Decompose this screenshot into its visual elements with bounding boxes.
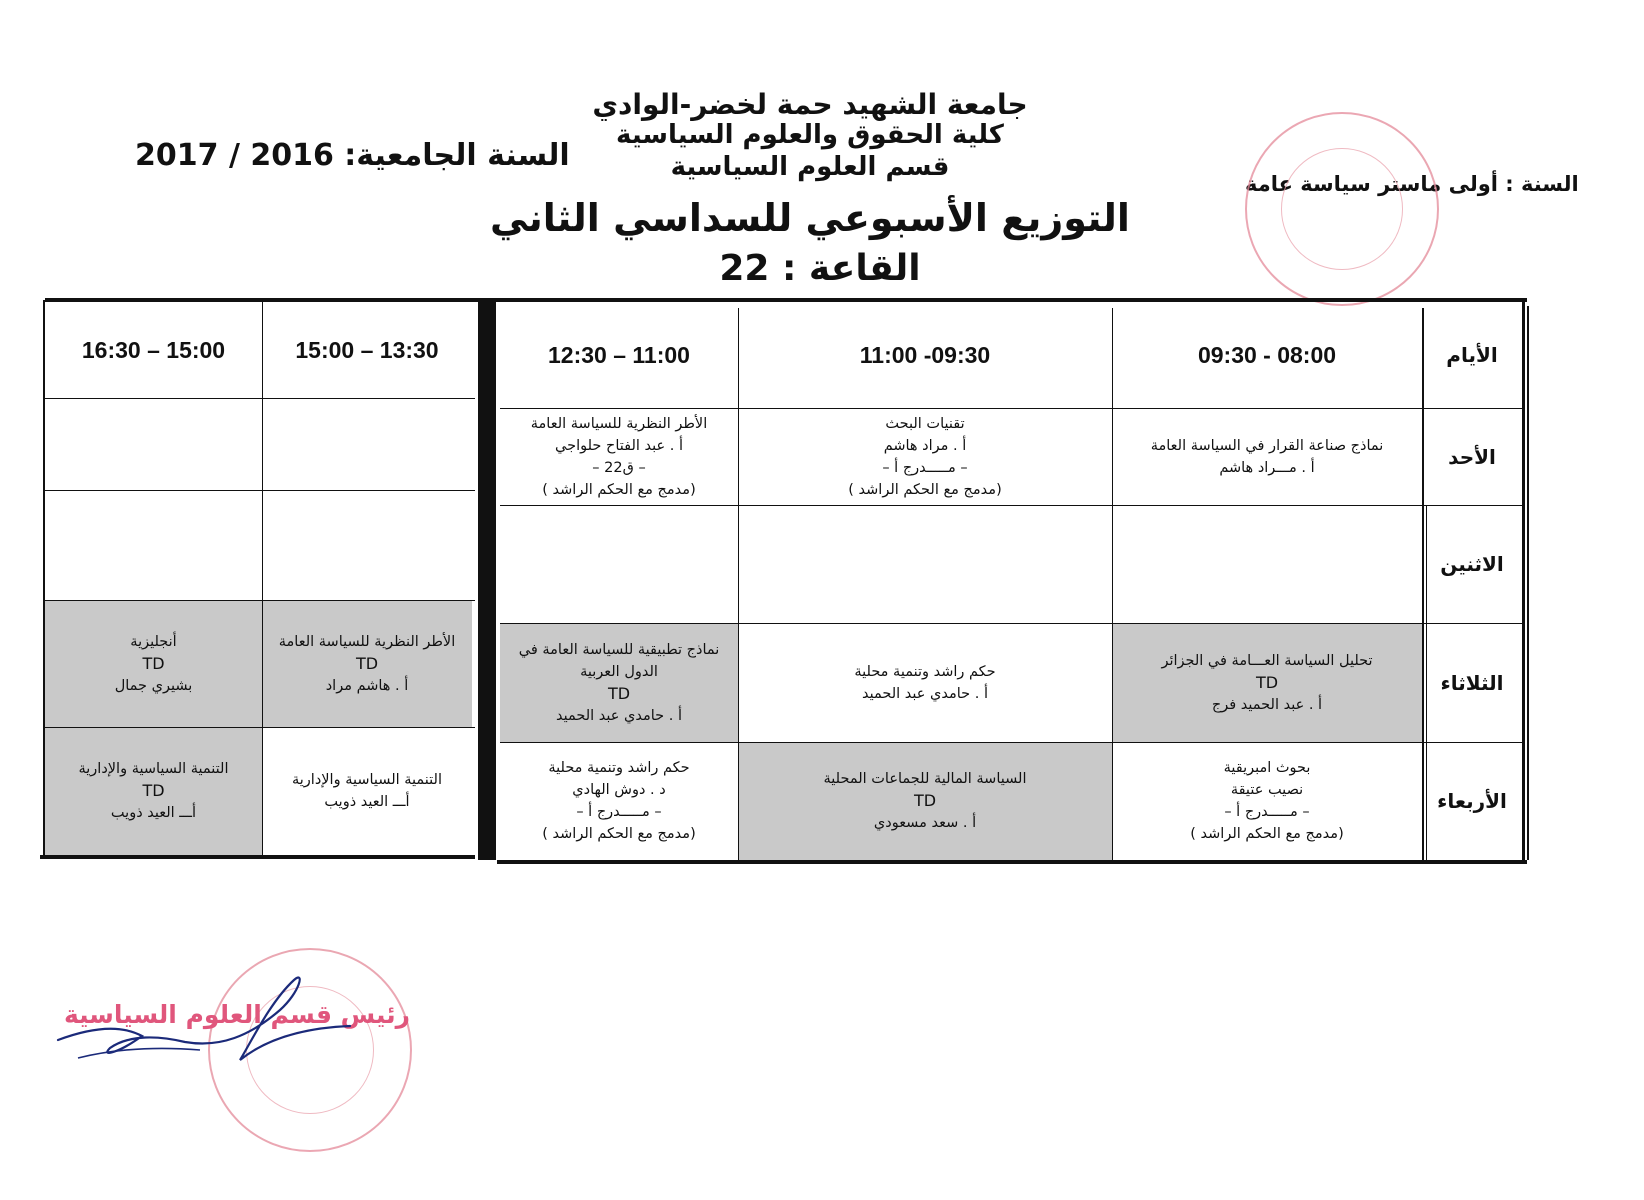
cell-line: أ . سعد مسعودي (873, 815, 977, 831)
day-label (1422, 505, 1522, 623)
cell-line: (مدمج مع الحكم الراشد ) (848, 481, 1002, 498)
cell-line: السياسة المالية للجماعات المحلية (823, 771, 1027, 787)
schedule-cell (500, 742, 738, 860)
grid-line (45, 490, 475, 491)
cell-line: نصيب عتيقة (1230, 782, 1304, 798)
schedule-cell (45, 398, 262, 490)
grid-line (262, 302, 263, 857)
cell-line: 09:30 - 08:00 (1197, 342, 1337, 368)
schedule-cell (738, 408, 1112, 505)
cell-line: بحوث امبريقية (1223, 760, 1311, 776)
handwritten-signature (50, 940, 380, 1080)
day-label (1422, 623, 1522, 742)
cell-line: د . دوش الهادي (572, 782, 666, 798)
cell-line: نماذج تطبيقية للسياسة العامة في (518, 641, 720, 658)
cell-line: أـــ العيد ذويب (110, 805, 197, 821)
schedule-cell (45, 727, 262, 855)
grid-line (500, 742, 1522, 743)
schedule-cell (262, 490, 472, 600)
grid-line (45, 855, 475, 856)
cell-line: أنجليزية (130, 633, 177, 650)
faculty-name: كلية الحقوق والعلوم السياسية (616, 120, 1004, 150)
cell-line: الأطر النظرية للسياسة العامة (530, 415, 708, 432)
days-header (1422, 302, 1522, 408)
cell-line: (مدمج مع الحكم الراشد ) (542, 481, 696, 498)
cell-line: TD (355, 653, 379, 673)
cell-line: أ . عبد الفتاح حلواجي (555, 437, 683, 454)
schedule-cell (262, 398, 472, 490)
cell-line: الأيام (1446, 343, 1498, 367)
schedule-cell (45, 490, 262, 600)
cell-line: الأحد (1448, 444, 1496, 469)
table-right-border-outer (1527, 306, 1529, 860)
schedule-cell (262, 727, 472, 855)
schedule-cell (738, 623, 1112, 742)
page-title: التوزيع الأسبوعي للسداسي الثاني (490, 196, 1130, 240)
cell-line: TD (607, 683, 631, 703)
time-header (1112, 302, 1422, 408)
cell-line: الثلاثاء (1440, 670, 1504, 695)
schedule-cell (1112, 623, 1422, 742)
level-label: السنة : أولى ماستر سياسة عامة (1245, 172, 1579, 196)
cell-line: الأربعاء (1437, 789, 1507, 813)
cell-line: (مدمج مع الحكم الراشد ) (1190, 826, 1344, 842)
cell-line: أ . مـــراد هاشم (1219, 459, 1315, 476)
table-left-border (43, 300, 45, 857)
grid-line (500, 623, 1522, 624)
cell-line: TD (1255, 672, 1279, 692)
cell-line: حكم راشد وتنمية محلية (854, 663, 996, 680)
cell-line: تحليل السياسة العـــامة في الجزائر (1161, 652, 1373, 669)
cell-line: حكم راشد وتنمية محلية (548, 760, 690, 776)
day-label (1422, 742, 1522, 860)
cell-line: تقنيات البحث (885, 415, 965, 432)
cell-line: أ . حامدي عبد الحميد (556, 707, 682, 724)
grid-line (45, 398, 475, 399)
grid-line (45, 727, 475, 728)
schedule-cell (500, 408, 738, 505)
academic-year: السنة الجامعية: 2016 / 2017 (135, 138, 570, 173)
cell-line: أ . عبد الحميد فرج (1211, 696, 1323, 713)
official-stamp-top (1245, 112, 1439, 306)
cell-line: أـــ العيد ذويب (324, 794, 410, 810)
time-header (500, 302, 738, 408)
schedule-cell (500, 505, 738, 623)
cell-line: 16:30 – 15:00 (81, 337, 226, 363)
cell-line: الاثنين (1440, 552, 1504, 576)
department-name: قسم العلوم السياسية (670, 152, 950, 182)
cell-line: أ . مراد هاشم (883, 437, 967, 454)
room-label: القاعة : 22 (719, 248, 921, 289)
cell-line: 11:00 -09:30 (859, 342, 991, 368)
schedule-cell (262, 600, 472, 727)
grid-line (1426, 505, 1427, 860)
cell-line: – مـــــدرج أ – (1224, 804, 1310, 820)
schedule-cell (738, 742, 1112, 860)
cell-line: بشيري جمال (114, 677, 193, 694)
grid-line (500, 408, 1522, 409)
cell-line: – ق22 – (592, 459, 646, 476)
schedule-cell (1112, 505, 1422, 623)
cell-line: أ . حامدي عبد الحميد (862, 685, 988, 702)
cell-line: التنمية السياسية والإدارية (78, 761, 229, 777)
grid-line (1112, 308, 1113, 860)
cell-line: التنمية السياسية والإدارية (291, 772, 443, 788)
table-top-border (45, 298, 1527, 302)
grid-line (1422, 308, 1424, 860)
time-header (262, 302, 472, 398)
grid-line (45, 600, 475, 601)
grid-line (500, 860, 1522, 861)
cell-line: – مـــــدرج أ – (576, 804, 662, 820)
university-name: جامعة الشهيد حمة لخضر-الوادي (592, 88, 1028, 121)
cell-line: الأطر النظرية للسياسة العامة (278, 633, 456, 650)
schedule-cell (1112, 408, 1422, 505)
cell-line: 12:30 – 11:00 (548, 342, 690, 368)
cell-line: أ . هاشم مراد (325, 677, 409, 694)
cell-line: TD (142, 781, 165, 800)
cell-line: 15:00 – 13:30 (295, 337, 439, 363)
cell-line: TD (142, 653, 165, 673)
cell-line: TD (913, 791, 937, 810)
cell-line: نماذج صناعة القرار في السياسة العامة (1150, 437, 1384, 454)
schedule-cell (1112, 742, 1422, 860)
time-header (45, 302, 262, 398)
cell-line: – مـــــدرج أ – (882, 459, 968, 476)
signature-title: رئيس قسم العلوم السياسية (63, 1000, 410, 1029)
grid-line (738, 308, 739, 860)
day-label (1422, 408, 1522, 505)
cell-line: (مدمج مع الحكم الراشد ) (542, 826, 696, 842)
grid-line (500, 505, 1522, 506)
time-header (738, 302, 1112, 408)
schedule-cell (45, 600, 262, 727)
cell-line: الدول العربية (580, 663, 658, 680)
schedule-cell (500, 623, 738, 742)
table-right-border (1522, 302, 1525, 862)
schedule-cell (738, 505, 1112, 623)
panel-separator (478, 302, 496, 860)
